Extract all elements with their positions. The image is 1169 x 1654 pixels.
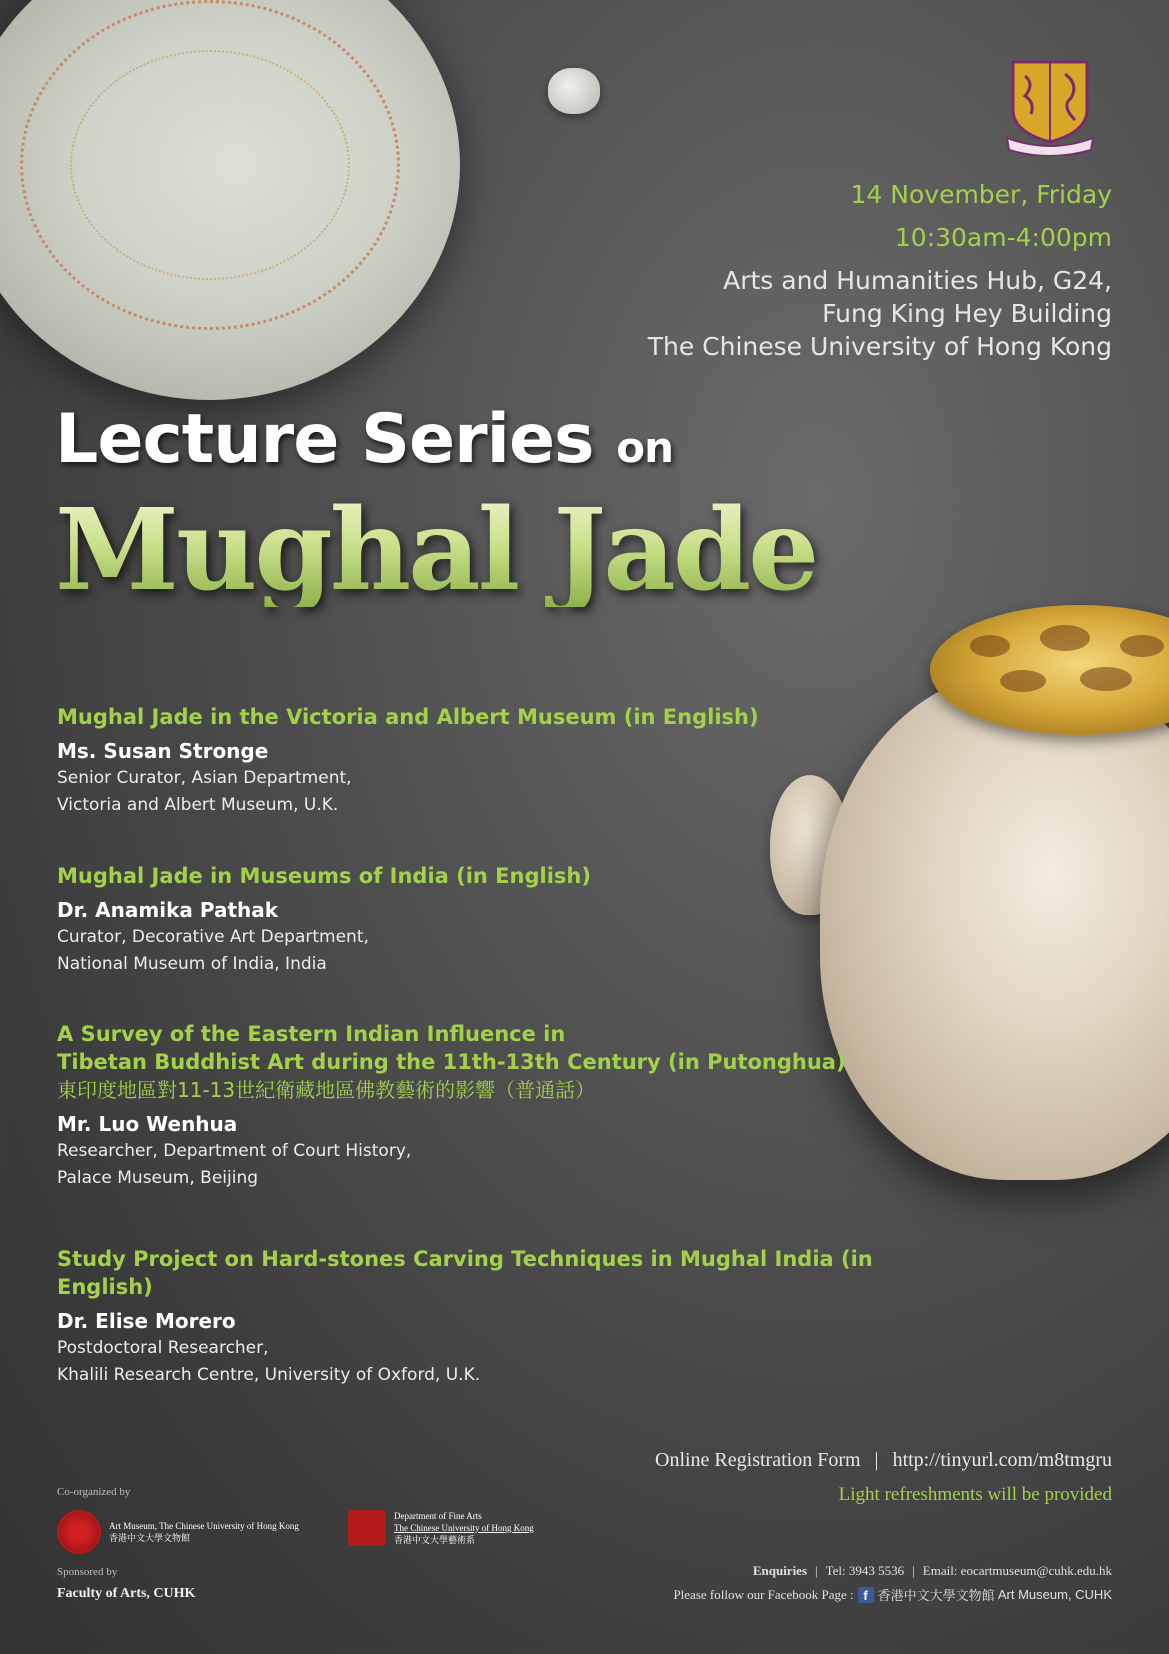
- facebook-icon[interactable]: f: [858, 1587, 874, 1603]
- art-museum-name-en: Art Museum, The Chinese University of Hong Kong: [109, 1521, 299, 1531]
- speaker-role: Researcher, Department of Court History,: [57, 1141, 412, 1161]
- facebook-page-en[interactable]: Art Museum, CUHK: [997, 1587, 1112, 1602]
- separator: |: [912, 1563, 915, 1578]
- lecture-speaker: Dr. Elise Morero: [57, 1309, 236, 1333]
- lecture-speaker: Ms. Susan Stronge: [57, 739, 269, 763]
- art-museum-seal-icon: [57, 1510, 101, 1554]
- lecture-title-line-2: Tibetan Buddhist Art during the 11th-13th Century (in Putonghua): [57, 1050, 846, 1074]
- sponsor-name: Faculty of Arts, CUHK: [57, 1586, 196, 1601]
- enquiries-label: Enquiries: [752, 1563, 808, 1578]
- enquiries-email[interactable]: Email: eocartmuseum@cuhk.edu.hk: [922, 1563, 1112, 1578]
- poster-title-line-1: [55, 400, 673, 479]
- venue-line-1: Arts and Humanities Hub, G24,: [723, 266, 1112, 295]
- sponsored-label: Sponsored by: [57, 1566, 118, 1578]
- facebook-line: [673, 1585, 1112, 1604]
- lecture-title: Mughal Jade in Museums of India (in English): [57, 864, 591, 888]
- separator: |: [874, 1449, 879, 1471]
- fine-arts-name-en-1: Department of Fine Arts: [394, 1511, 482, 1521]
- registration-label: Online Registration Form: [655, 1449, 861, 1471]
- refreshments-note: Light refreshments will be provided: [838, 1484, 1112, 1505]
- registration-link[interactable]: http://tinyurl.com/m8tmgru: [892, 1449, 1112, 1471]
- enquiries-line: [753, 1563, 1112, 1579]
- fine-arts-seal-icon: [348, 1510, 386, 1546]
- poster-title-line-2: Mughal Jade: [55, 485, 817, 616]
- title-lecture-series: Lecture Series: [55, 400, 617, 479]
- separator: |: [815, 1563, 818, 1578]
- speaker-affiliation: Palace Museum, Beijing: [57, 1168, 259, 1188]
- lecture-1: [57, 703, 957, 819]
- lecture-title: Study Project on Hard-stones Carving Techniques in Mughal India (in English): [57, 1247, 873, 1299]
- speaker-role: Senior Curator, Asian Department,: [57, 768, 352, 788]
- speaker-affiliation: Khalili Research Centre, University of Oxford, U.K.: [57, 1365, 481, 1385]
- organizer-fine-arts: [348, 1510, 534, 1546]
- enquiries-tel: Tel: 3943 5536: [825, 1563, 905, 1578]
- speaker-affiliation: National Museum of India, India: [57, 954, 327, 974]
- fine-arts-name-zh: 香港中文大學藝術系: [394, 1535, 476, 1545]
- venue-line-2: Fung King Hey Building: [822, 299, 1112, 328]
- cuhk-crest-logo: [1005, 58, 1095, 156]
- organizer-art-museum: [57, 1510, 299, 1554]
- venue-line-3: The Chinese University of Hong Kong: [647, 332, 1112, 361]
- lecture-speaker: Mr. Luo Wenhua: [57, 1112, 238, 1136]
- speaker-role: Curator, Decorative Art Department,: [57, 927, 369, 947]
- fine-arts-name-en-2: The Chinese University of Hong Kong: [394, 1523, 534, 1533]
- co-organized-label: Co-organized by: [57, 1486, 131, 1498]
- registration-line: [655, 1449, 1112, 1472]
- jade-plate-handle: [548, 68, 600, 114]
- lecture-speaker: Dr. Anamika Pathak: [57, 898, 279, 922]
- facebook-page-zh[interactable]: 香港中文大學文物館: [877, 1588, 995, 1603]
- lecture-title-chinese: 東印度地區對11-13世紀衛藏地區佛教藝術的影響（普通話）: [57, 1078, 596, 1102]
- lecture-title-line-1: A Survey of the Eastern Indian Influence in: [57, 1022, 566, 1046]
- speaker-role: Postdoctoral Researcher,: [57, 1338, 269, 1358]
- title-on: on: [616, 423, 673, 472]
- lecture-2: [57, 862, 957, 978]
- event-date: 14 November, Friday: [850, 180, 1112, 209]
- lecture-3: [57, 1020, 957, 1192]
- lecture-title: Mughal Jade in the Victoria and Albert Museum (in English): [57, 705, 759, 729]
- speaker-affiliation: Victoria and Albert Museum, U.K.: [57, 795, 339, 815]
- lecture-4: [57, 1245, 957, 1389]
- art-museum-name-zh: 香港中文大學文物館: [109, 1533, 191, 1543]
- facebook-prefix: Please follow our Facebook Page :: [673, 1586, 854, 1602]
- event-time: 10:30am-4:00pm: [894, 223, 1112, 252]
- jade-plate-image: [0, 0, 460, 400]
